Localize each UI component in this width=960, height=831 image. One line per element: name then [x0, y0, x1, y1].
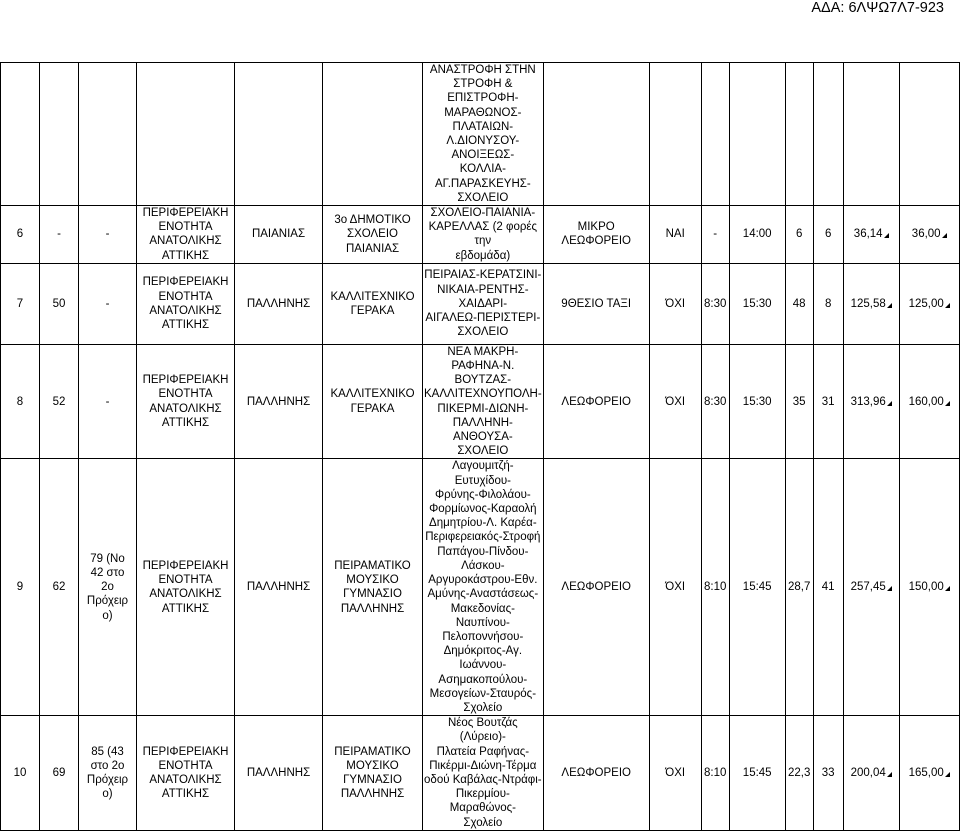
- vehicle-cell-text: 9ΘΕΣΙΟ ΤΑΞΙ: [561, 297, 632, 310]
- value3-cell-text: 200,04: [850, 766, 886, 779]
- route-cell-text: ΑΝΑΣΤΡΟΦΗ ΣΤΗΝ ΣΤΡΟΦΗ & ΕΠΙΣΤΡΟΦΗ- ΜΑΡΑΘΩΝΟΣ-ΠΛΑΤΑΙΩΝ- Λ.ΔΙΟΝΥΣΟΥ-ΑΝΟΙΞΕΩΣ- ΚΟΛΛΙΑ-ΑΓ.ΠΑΡΑΣΚΕΥΗΣ- ΣΧΟΛΕΙΟ: [429, 64, 536, 204]
- cell-corner-marker-icon: [945, 401, 950, 406]
- school-cell-text: ΚΑΛΛΙΤΕΧΝΙΚΟ ΓΕΡΑΚΑ: [330, 290, 415, 317]
- region-cell-text: ΠΕΡΙΦΕΡΕΙΑΚΗ ΕΝΟΤΗΤΑ ΑΝΑΤΟΛΙΚΗΣ ΑΤΤΙΚΗΣ: [142, 276, 229, 332]
- cell-corner-marker-icon: [942, 233, 947, 238]
- route-cell: [423, 63, 544, 206]
- school-cell: [323, 206, 423, 264]
- extra-cell-text: -: [105, 228, 110, 241]
- value1-cell: [785, 63, 813, 206]
- extra-cell-text: 85 (43 στο 2ο Πρόχειρ ο): [86, 745, 129, 801]
- extra-cell: [79, 344, 137, 459]
- municipality-cell: [235, 344, 323, 459]
- value4-cell: [899, 63, 959, 206]
- municipality-cell-text: ΠΑΛΛΗΝΗΣ: [246, 581, 311, 594]
- vehicle-cell-text: ΛΕΩΦΟΡΕΙΟ: [561, 581, 631, 594]
- row-number-text: 9: [16, 581, 24, 594]
- school-cell: [323, 459, 423, 716]
- region-cell-text: ΠΕΡΙΦΕΡΕΙΑΚΗ ΕΝΟΤΗΤΑ ΑΝΑΤΟΛΙΚΗΣ ΑΤΤΙΚΗΣ: [142, 559, 229, 615]
- start-time-cell: [701, 206, 729, 264]
- value4-cell: [899, 459, 959, 716]
- escort-cell-text: ΌΧΙ: [665, 766, 686, 779]
- cell-corner-marker-icon: [884, 233, 889, 238]
- vehicle-cell-text: ΜΙΚΡΟ ΛΕΩΦΟΡΕΙΟ: [561, 221, 631, 248]
- municipality-cell: [235, 459, 323, 716]
- value3-cell: [843, 344, 899, 459]
- value4-cell: [899, 206, 959, 264]
- municipality-cell-text: ΠΑΛΛΗΝΗΣ: [246, 395, 311, 408]
- cell-corner-marker-icon: [945, 303, 950, 308]
- value1-cell: [785, 459, 813, 716]
- escort-cell: [649, 344, 701, 459]
- end-time-cell-text: 15:45: [742, 766, 772, 779]
- route-cell: [423, 263, 544, 344]
- region-cell: [137, 459, 235, 716]
- start-time-cell: [701, 263, 729, 344]
- value2-cell-text: 41: [821, 581, 835, 594]
- region-cell: [137, 206, 235, 264]
- extra-cell: [79, 459, 137, 716]
- end-time-cell: [729, 206, 785, 264]
- escort-cell: [649, 716, 701, 831]
- extra-cell: [79, 263, 137, 344]
- value1-cell: [785, 716, 813, 831]
- row-number-text: 8: [16, 395, 24, 408]
- municipality-cell-text: ΠΑΛΛΗΝΗΣ: [246, 297, 311, 310]
- code-cell: [40, 344, 79, 459]
- row-number: [1, 716, 40, 831]
- table-row: [1, 459, 960, 716]
- routes-table: [0, 62, 960, 831]
- end-time-cell: [729, 344, 785, 459]
- region-cell: [137, 716, 235, 831]
- municipality-cell-text: ΠΑΙΑΝΙΑΣ: [251, 228, 306, 241]
- value4-cell: [899, 263, 959, 344]
- value4-cell-text: 36,00: [911, 228, 941, 241]
- value3-cell: [843, 63, 899, 206]
- table-row: [1, 716, 960, 831]
- code-cell: [40, 459, 79, 716]
- school-cell: [323, 63, 423, 206]
- value1-cell: [785, 263, 813, 344]
- start-time-cell: [701, 63, 729, 206]
- code-cell: [40, 206, 79, 264]
- school-cell: [323, 263, 423, 344]
- cell-corner-marker-icon: [887, 586, 892, 591]
- route-cell: [423, 206, 544, 264]
- route-cell-text: ΝΕΑ ΜΑΚΡΗ-ΡΑΦΗΝΑ-Ν. ΒΟΥΤΖΑΣ- ΚΑΛΛΙΤΕΧΝΟΥΠΟΛΗ- ΠΙΚΕΡΜΙ-ΔΙΩΝΗ- ΠΑΛΛΗΝΗ-ΑΝΘΟΥΣΑ- ΣΧΟΛΕΙΟ: [424, 345, 542, 458]
- vehicle-cell-text: ΛΕΩΦΟΡΕΙΟ: [561, 395, 631, 408]
- route-cell-text: Λαγουμιτζή-Ευτυχίδου- Φρύνης-Φιλολάου- Φορμίωνος-Καραολή Δημητρίου-Λ. Καρέα- Περιφερειακός-Στροφή Παπάγου-Πίνδου-Λάσκου- Αργυροκάστρου-Εθν. Αμύνης-Αναστάσεως- Μακεδονίας-Ναυπίνου- Πελοποννήσου- Δημόκριτος-Αγ. Ιωάννου- Ασημακοπούλου- Μεσογείων-Σταυρός- Σχολείο: [425, 460, 541, 714]
- municipality-cell: [235, 263, 323, 344]
- escort-cell-text: ΝΑΙ: [665, 228, 685, 241]
- row-number: [1, 263, 40, 344]
- route-cell-text: ΣΧΟΛΕΙΟ-ΠΑΙΑΝΙΑ- ΚΑΡΕΛΛΑΣ (2 φορές την εβδομάδα): [428, 207, 538, 262]
- value3-cell: [843, 263, 899, 344]
- extra-cell: [79, 716, 137, 831]
- route-cell-text: ΠΕΙΡΑΙΑΣ-ΚΕΡΑΤΣΙΝΙ- ΝΙΚΑΙΑ-ΡΕΝΤΗΣ-ΧΑΙΔΑΡΙ- ΑΙΓΑΛΕΩ-ΠΕΡΙΣΤΕΡΙ- ΣΧΟΛΕΙΟ: [424, 269, 542, 339]
- vehicle-cell: [543, 344, 649, 459]
- value2-cell-text: 31: [821, 395, 835, 408]
- route-cell: [423, 716, 544, 831]
- value1-cell-text: 28,7: [787, 581, 811, 594]
- region-cell: [137, 263, 235, 344]
- value2-cell: [813, 716, 843, 831]
- escort-cell: [649, 459, 701, 716]
- extra-cell-text: -: [105, 297, 110, 310]
- start-time-cell-text: 8:30: [703, 395, 727, 408]
- value2-cell-text: 8: [824, 297, 832, 310]
- value3-cell-text: 125,58: [850, 297, 886, 310]
- value1-cell-text: 22,3: [787, 766, 811, 779]
- cell-corner-marker-icon: [887, 401, 892, 406]
- row-number: [1, 344, 40, 459]
- escort-cell-text: ΌΧΙ: [665, 581, 686, 594]
- cell-corner-marker-icon: [887, 303, 892, 308]
- region-cell-text: ΠΕΡΙΦΕΡΕΙΑΚΗ ΕΝΟΤΗΤΑ ΑΝΑΤΟΛΙΚΗΣ ΑΤΤΙΚΗΣ: [142, 374, 229, 429]
- region-cell-text: ΠΕΡΙΦΕΡΕΙΑΚΗ ΕΝΟΤΗΤΑ ΑΝΑΤΟΛΙΚΗΣ ΑΤΤΙΚΗΣ: [142, 745, 229, 801]
- table-row: [1, 263, 960, 344]
- code-cell: [40, 63, 79, 206]
- end-time-cell: [729, 63, 785, 206]
- ada-code: ΑΔΑ: 6ΛΨΩ7Λ7-923: [811, 0, 944, 16]
- end-time-cell: [729, 459, 785, 716]
- value1-cell-text: 35: [792, 395, 806, 408]
- value4-cell: [899, 344, 959, 459]
- vehicle-cell: [543, 459, 649, 716]
- cell-corner-marker-icon: [945, 586, 950, 591]
- value4-cell: [899, 716, 959, 831]
- end-time-cell-text: 15:30: [742, 297, 772, 310]
- value2-cell: [813, 63, 843, 206]
- vehicle-cell: [543, 206, 649, 264]
- vehicle-cell-text: ΛΕΩΦΟΡΕΙΟ: [561, 766, 631, 779]
- value4-cell-text: 165,00: [908, 766, 944, 779]
- code-cell-text: 50: [52, 297, 66, 310]
- school-cell: [323, 344, 423, 459]
- school-cell-text: ΚΑΛΛΙΤΕΧΝΙΚΟ ΓΕΡΑΚΑ: [330, 388, 415, 415]
- value1-cell: [785, 344, 813, 459]
- value1-cell: [785, 206, 813, 264]
- school-cell-text: ΠΕΙΡΑΜΑΤΙΚΟ ΜΟΥΣΙΚΟ ΓΥΜΝΑΣΙΟ ΠΑΛΛΗΝΗΣ: [334, 559, 411, 615]
- municipality-cell: [235, 716, 323, 831]
- region-cell: [137, 63, 235, 206]
- row-number: [1, 63, 40, 206]
- row-number: [1, 459, 40, 716]
- value2-cell: [813, 263, 843, 344]
- school-cell-text: ΠΕΙΡΑΜΑΤΙΚΟ ΜΟΥΣΙΚΟ ΓΥΜΝΑΣΙΟ ΠΑΛΛΗΝΗΣ: [334, 745, 411, 801]
- municipality-cell-text: ΠΑΛΛΗΝΗΣ: [246, 766, 311, 779]
- value2-cell: [813, 459, 843, 716]
- municipality-cell: [235, 63, 323, 206]
- cell-corner-marker-icon: [945, 772, 950, 777]
- end-time-cell: [729, 263, 785, 344]
- vehicle-cell: [543, 63, 649, 206]
- value1-cell-text: 6: [795, 228, 803, 241]
- code-cell-text: 69: [52, 766, 66, 779]
- value2-cell: [813, 344, 843, 459]
- end-time-cell: [729, 716, 785, 831]
- value4-cell-text: 125,00: [908, 297, 944, 310]
- value2-cell: [813, 206, 843, 264]
- value2-cell-text: 6: [824, 228, 832, 241]
- start-time-cell-text: 8:10: [703, 766, 727, 779]
- value3-cell-text: 257,45: [850, 581, 886, 594]
- table-row: [1, 63, 960, 206]
- start-time-cell: [701, 344, 729, 459]
- school-cell-text: 3ο ΔΗΜΟΤΙΚΟ ΣΧΟΛΕΙΟ ΠΑΙΑΝΙΑΣ: [334, 214, 411, 255]
- extra-cell-text: 79 (Νο 42 στο 2ο Πρόχειρ ο): [86, 552, 129, 622]
- row-number-text: 7: [16, 297, 24, 310]
- code-cell-text: 52: [52, 395, 66, 408]
- end-time-cell-text: 15:30: [742, 395, 772, 408]
- table-row: [1, 206, 960, 264]
- value3-cell: [843, 206, 899, 264]
- cell-corner-marker-icon: [887, 772, 892, 777]
- value2-cell-text: 33: [821, 766, 835, 779]
- region-cell: [137, 344, 235, 459]
- escort-cell-text: ΌΧΙ: [665, 297, 686, 310]
- start-time-cell-text: -: [713, 228, 718, 241]
- value3-cell: [843, 716, 899, 831]
- value3-cell-text: 36,14: [853, 228, 883, 241]
- value4-cell-text: 160,00: [908, 395, 944, 408]
- escort-cell: [649, 206, 701, 264]
- row-number-text: 6: [16, 228, 24, 241]
- start-time-cell: [701, 716, 729, 831]
- vehicle-cell: [543, 716, 649, 831]
- extra-cell-text: -: [105, 395, 110, 408]
- extra-cell: [79, 63, 137, 206]
- start-time-cell: [701, 459, 729, 716]
- start-time-cell-text: 8:10: [703, 581, 727, 594]
- value3-cell: [843, 459, 899, 716]
- code-cell: [40, 716, 79, 831]
- end-time-cell-text: 14:00: [742, 228, 772, 241]
- end-time-cell-text: 15:45: [742, 581, 772, 594]
- row-number-text: 10: [13, 766, 27, 779]
- row-number: [1, 206, 40, 264]
- municipality-cell: [235, 206, 323, 264]
- code-cell-text: 62: [52, 581, 66, 594]
- school-cell: [323, 716, 423, 831]
- escort-cell: [649, 63, 701, 206]
- route-cell: [423, 344, 544, 459]
- escort-cell: [649, 263, 701, 344]
- region-cell-text: ΠΕΡΙΦΕΡΕΙΑΚΗ ΕΝΟΤΗΤΑ ΑΝΑΤΟΛΙΚΗΣ ΑΤΤΙΚΗΣ: [142, 207, 229, 262]
- extra-cell: [79, 206, 137, 264]
- value3-cell-text: 313,96: [850, 395, 886, 408]
- code-cell: [40, 263, 79, 344]
- start-time-cell-text: 8:30: [703, 297, 727, 310]
- route-cell: [423, 459, 544, 716]
- value4-cell-text: 150,00: [908, 581, 944, 594]
- value1-cell-text: 48: [792, 297, 806, 310]
- table-row: [1, 344, 960, 459]
- route-cell-text: Νέος Βουτζάς (Λύρειο)- Πλατεία Ραφήνας- Πικέρμι-Διώνη-Τέρμα οδού Καβάλας-Ντράφι- Πικερμίου-Μαραθώνος- Σχολείο: [424, 717, 542, 829]
- vehicle-cell: [543, 263, 649, 344]
- code-cell-text: -: [57, 228, 61, 241]
- escort-cell-text: ΌΧΙ: [665, 395, 686, 408]
